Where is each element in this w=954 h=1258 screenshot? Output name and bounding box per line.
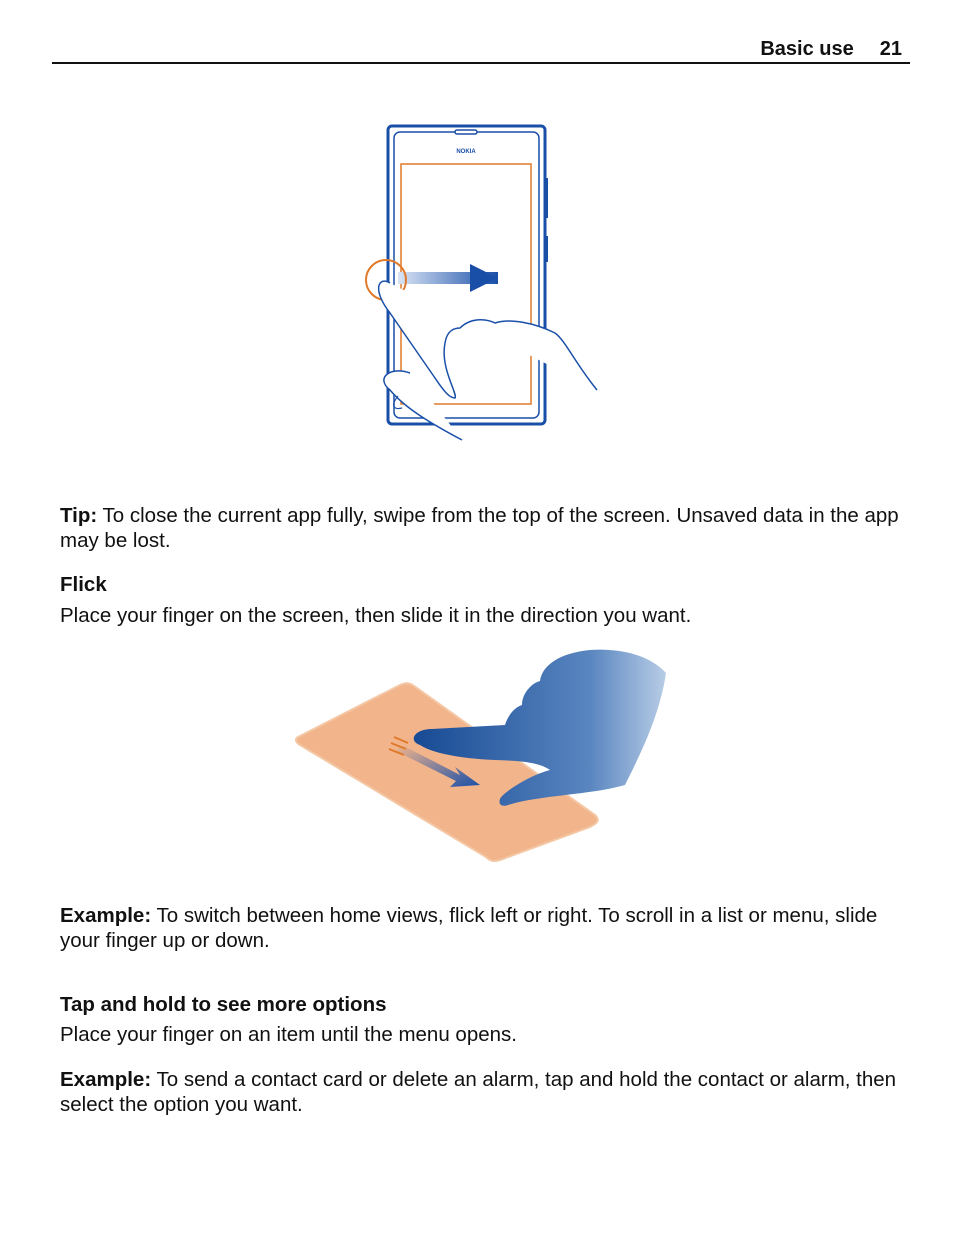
tap-hold-example-text: To send a contact card or delete an alarm, tap and hold the contact or alarm, then select the option you want. [60,1068,897,1116]
tip-paragraph [60,503,910,553]
tip-text: To close the current app fully, swipe from the top of the screen. Unsaved data in the app may be lost. [60,504,899,552]
hand-flick-icon [290,645,670,865]
tap-hold-example-label: Example: [60,1068,152,1091]
tap-hold-heading: Tap and hold to see more options [60,993,387,1016]
flick-example-text: To switch between home views, flick left or right. To scroll in a list or menu, slide your finger up or down. [60,904,878,952]
phone-swipe-icon [350,118,600,448]
flick-illustration [290,645,670,865]
page-header [52,36,910,64]
tap-hold-example [60,1067,910,1117]
flick-body: Place your finger on the screen, then slide it in the direction you want. [60,604,692,627]
tip-label: Tip: [60,504,98,527]
brand-label: NOKIA [456,149,476,155]
flick-example [60,903,910,953]
flick-example-label: Example: [60,904,152,927]
page-number: 21 [879,38,902,60]
flick-heading: Flick [60,573,107,596]
swipe-illustration [350,118,600,448]
section-title: Basic use [760,38,854,60]
tap-hold-body: Place your finger on an item until the menu opens. [60,1023,517,1046]
